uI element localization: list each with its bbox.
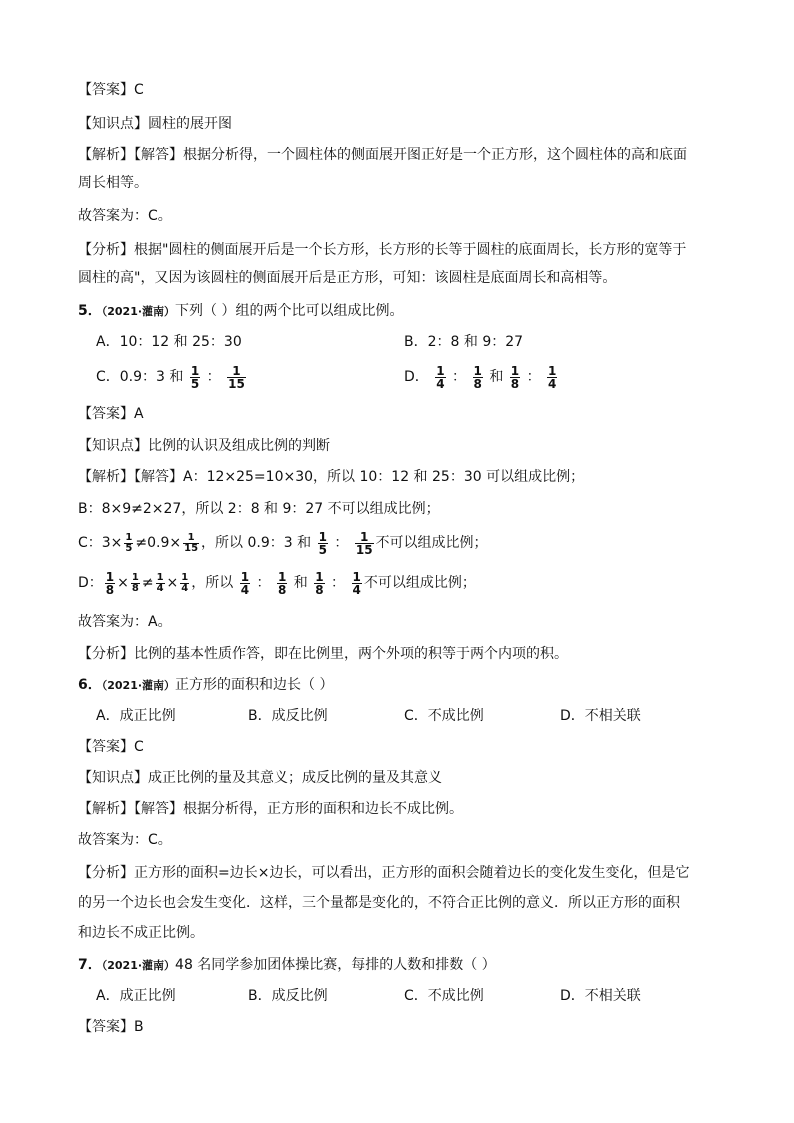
- expr-text: 不可以组成比例；: [375, 535, 488, 551]
- question-6: [78, 675, 334, 696]
- conclusion-line: 故答案为：C。: [78, 208, 172, 224]
- fraction: $\frac{1}{4}$: [352, 569, 361, 597]
- fraction: $\frac{1}{8}$: [510, 363, 520, 391]
- expr-text: ×: [166, 575, 179, 591]
- option-a: A．10：12 和 25：30: [96, 334, 242, 350]
- expr-text: ≠0.9×: [135, 535, 182, 551]
- ratio-colon: ：: [206, 369, 221, 385]
- fraction: $\frac{1}{5}$: [125, 531, 133, 554]
- fraction: $\frac{1}{4}$: [181, 571, 189, 594]
- expr-text: ，所以 0.9：3 和: [201, 535, 312, 551]
- option-d: D．不相关联: [560, 988, 641, 1004]
- analysis-line: 的另一个边长也会发生变化．这样，三个量都是变化的，不符合正比例的意义．所以正方形的面积: [78, 895, 680, 911]
- knowledge-line: 【知识点】圆柱的展开图: [78, 116, 232, 132]
- analysis-line: 【解析】【解答】根据分析得，正方形的面积和边长不成比例。: [78, 801, 463, 817]
- fraction: $\frac{1}{4}$: [240, 569, 250, 597]
- analysis-line: 【分析】比例的基本性质作答，即在比例里，两个外项的积等于两个内项的积。: [78, 646, 568, 662]
- question-text: 48 名同学参加团体操比赛，每排的人数和排数（ ）: [175, 957, 496, 973]
- analysis-line: 【解析】【解答】根据分析得，一个圆柱体的侧面展开图正好是一个正方形，这个圆柱体的高和底面: [78, 147, 687, 163]
- option-b: B．2：8 和 9：27: [404, 334, 524, 350]
- expr-text: 不可以组成比例；: [363, 575, 476, 591]
- fraction: $\frac{1}{15}$: [355, 529, 373, 557]
- question-text: 正方形的面积和边长（ ）: [175, 677, 334, 693]
- option-a: A．成正比例: [96, 988, 176, 1004]
- fraction: $\frac{1}{8}$: [473, 363, 482, 391]
- question-5: [78, 301, 404, 322]
- expr-text: C：3×: [78, 535, 123, 551]
- expr-text: D：: [78, 575, 103, 591]
- expr-text: ，所以: [191, 575, 234, 591]
- question-number: 5．: [78, 303, 102, 319]
- analysis-line: [78, 526, 488, 560]
- analysis-line: 周长相等。: [78, 175, 148, 191]
- option-b: B．成反比例: [248, 988, 328, 1004]
- option-b: B．成反比例: [248, 708, 328, 724]
- analysis-line: B：8×9≠2×27，所以 2：8 和 9：27 不可以组成比例；: [78, 501, 440, 517]
- question-source: （2021·灌南）: [101, 959, 176, 972]
- question-number: 7．: [78, 957, 102, 973]
- answer-line: 【答案】B: [78, 1019, 144, 1035]
- option-d: D．不相关联: [560, 708, 641, 724]
- ratio-colon: ：: [526, 369, 541, 385]
- and-text: 和: [489, 369, 504, 385]
- option-d: [404, 360, 559, 394]
- option-a: A．成正比例: [96, 708, 176, 724]
- fraction: $\frac{1}{4}$: [548, 363, 557, 391]
- answer-line: 【答案】A: [78, 406, 144, 422]
- question-text: 下列（ ）组的两个比可以组成比例。: [175, 303, 404, 319]
- option-c: [96, 360, 248, 394]
- knowledge-line: 【知识点】比例的认识及组成比例的判断: [78, 438, 330, 454]
- knowledge-line: 【知识点】成正比例的量及其意义；成反比例的量及其意义: [78, 770, 442, 786]
- and-text: 和: [293, 575, 308, 591]
- option-c-text: C．0.9：3 和: [96, 369, 184, 385]
- conclusion-line: 故答案为：C。: [78, 832, 172, 848]
- fraction: $\frac{1}{8}$: [131, 571, 139, 594]
- ratio-colon: ：: [256, 575, 271, 591]
- ratio-colon: ：: [452, 369, 467, 385]
- analysis-line: 【解析】【解答】A：12×25=10×30，所以 10：12 和 25：30 可以组成比例；: [78, 469, 585, 485]
- fraction: $\frac{1}{8}$: [105, 569, 115, 597]
- fraction: $\frac{1}{15}$: [228, 363, 245, 391]
- expr-text: ×: [117, 575, 129, 591]
- option-c: C．不成比例: [404, 708, 484, 724]
- analysis-line: [78, 566, 476, 600]
- fraction: $\frac{1}{15}$: [184, 531, 199, 554]
- question-7: [78, 955, 496, 976]
- analysis-line: 和边长不成正比例。: [78, 925, 204, 941]
- expr-text: ≠: [141, 575, 154, 591]
- option-d-label: D．: [404, 369, 429, 385]
- analysis-line: 【分析】正方形的面积=边长×边长，可以看出，正方形的面积会随着边长的变化发生变化，但是它: [78, 865, 690, 881]
- conclusion-line: 故答案为：A。: [78, 614, 172, 630]
- fraction: $\frac{1}{5}$: [318, 529, 327, 557]
- fraction: $\frac{1}{8}$: [315, 569, 324, 597]
- answer-line: 【答案】C: [78, 82, 144, 98]
- option-c: C．不成比例: [404, 988, 484, 1004]
- analysis-line: 【分析】根据"圆柱的侧面展开后是一个长方形，长方形的长等于圆柱的底面周长，长方形的宽等于: [78, 242, 687, 258]
- question-number: 6．: [78, 677, 102, 693]
- ratio-colon: ：: [334, 535, 349, 551]
- question-source: （2021·灌南）: [101, 305, 176, 318]
- analysis-line: 圆柱的高"，又因为该圆柱的侧面展开后是正方形，可知：该圆柱是底面周长和高相等。: [78, 270, 617, 286]
- fraction: $\frac{1}{8}$: [277, 569, 287, 597]
- question-source: （2021·灌南）: [101, 679, 176, 692]
- fraction: $\frac{1}{5}$: [190, 363, 200, 391]
- fraction: $\frac{1}{4}$: [436, 363, 445, 391]
- fraction: $\frac{1}{4}$: [156, 571, 164, 594]
- answer-line: 【答案】C: [78, 739, 144, 755]
- ratio-colon: ：: [331, 575, 346, 591]
